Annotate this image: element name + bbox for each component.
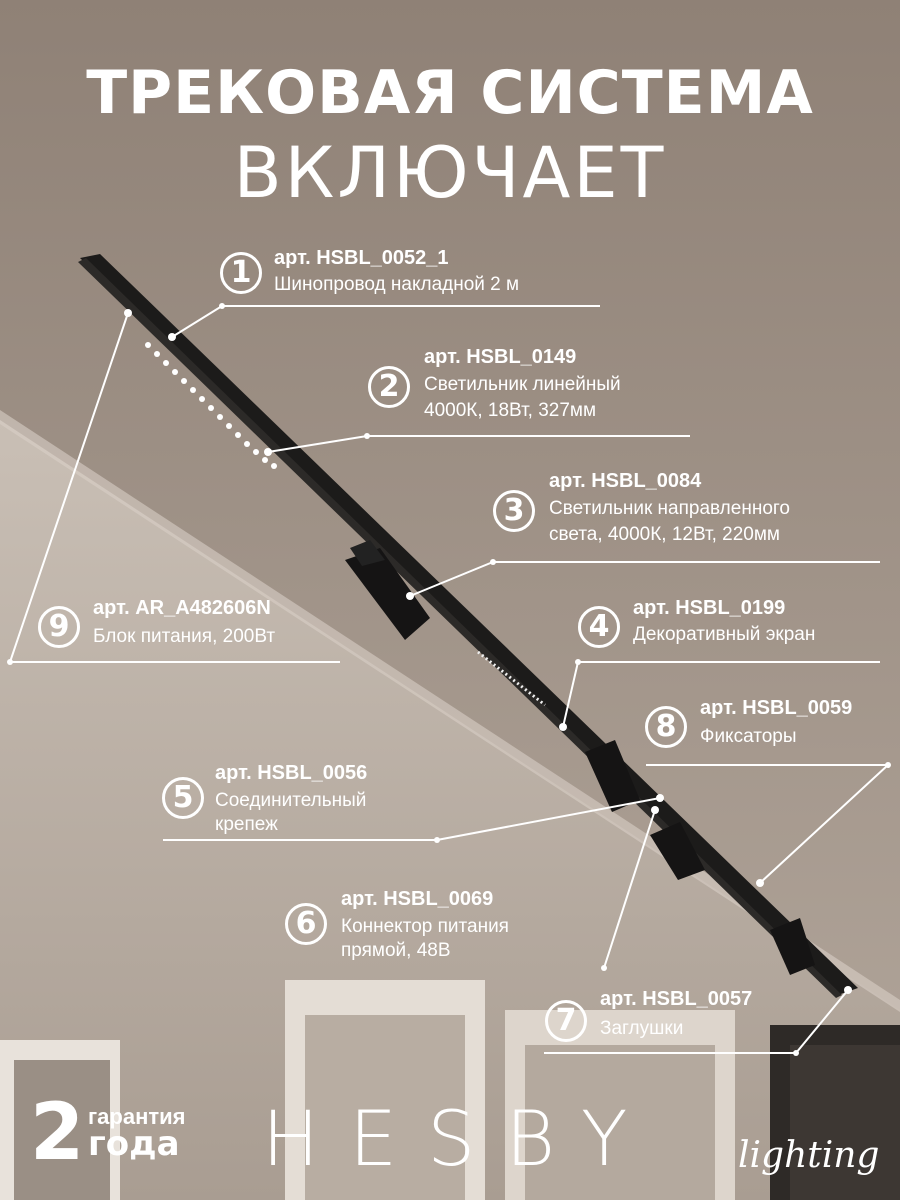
item-9-article: арт. AR_A482606N	[93, 597, 271, 619]
item-1-number-badge: 1	[220, 252, 262, 294]
item-8-number-badge: 8	[645, 706, 687, 748]
item-6-description-line1: Коннектор питания	[341, 916, 509, 937]
item-7-number-badge: 7	[545, 1000, 587, 1042]
item-8-description: Фиксаторы	[700, 726, 797, 747]
item-5-article: арт. HSBL_0056	[215, 762, 368, 784]
headline-line2: ВКЛЮЧАЕТ	[233, 132, 667, 214]
brand-logo-subtitle: lighting	[738, 1135, 880, 1176]
item-4-article: арт. HSBL_0199	[633, 597, 786, 619]
item-8-article: арт. HSBL_0059	[700, 697, 853, 719]
item-3-number-badge: 3	[493, 490, 535, 532]
item-9-description: Блок питания, 200Вт	[93, 626, 276, 647]
warranty-label: гарантия	[88, 1104, 186, 1129]
item-4-description: Декоративный экран	[633, 624, 816, 645]
item-2-description-line1: Светильник линейный	[424, 374, 621, 395]
item-3-article: арт. HSBL_0084	[549, 470, 702, 492]
item-1-description: Шинопровод накладной 2 м	[274, 274, 520, 295]
warranty-years-number: 2	[30, 1088, 85, 1178]
item-3-description-line1: Светильник направленного	[549, 498, 790, 519]
item-5-number-badge: 5	[162, 777, 204, 819]
item-2-article: арт. HSBL_0149	[424, 346, 577, 368]
item-2-description-line2: 4000К, 18Вт, 327мм	[424, 400, 597, 421]
brand-logo-name: HESBY	[262, 1094, 658, 1183]
headline-line1: ТРЕКОВАЯ СИСТЕМА	[86, 58, 814, 128]
item-6-description-line2: прямой, 48В	[341, 940, 451, 961]
item-5-description-line1: Соединительный	[215, 790, 367, 811]
item-1-article: арт. HSBL_0052_1	[274, 247, 449, 269]
item-9-number-badge: 9	[38, 606, 80, 648]
item-7-article: арт. HSBL_0057	[600, 988, 753, 1010]
item-7-description: Заглушки	[600, 1018, 684, 1039]
item-3-description-line2: света, 4000К, 12Вт, 220мм	[549, 524, 780, 545]
item-5-description-line2: крепеж	[215, 814, 278, 835]
item-6-number-badge: 6	[285, 903, 327, 945]
item-2-number-badge: 2	[368, 366, 410, 408]
item-4-number-badge: 4	[578, 606, 620, 648]
warranty-years-label: года	[88, 1124, 180, 1164]
item-6-article: арт. HSBL_0069	[341, 888, 494, 910]
